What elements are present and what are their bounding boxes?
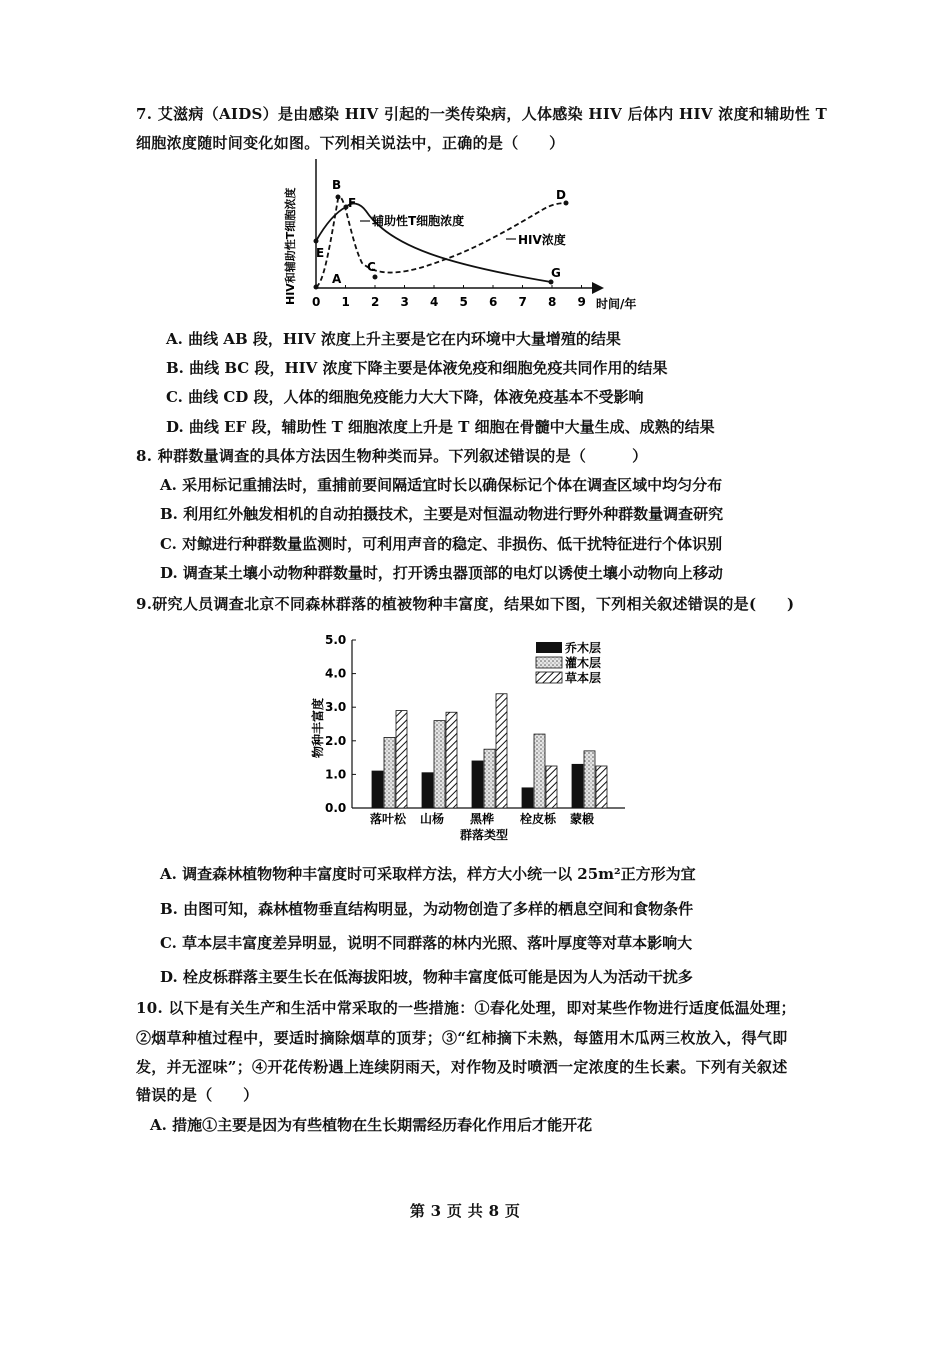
herb-layer-bar bbox=[446, 712, 457, 808]
q7-option-a: A. 曲线 AB 段，HIV 浓度上升主要是它在内环境中大量增殖的结果 bbox=[166, 330, 621, 348]
tree-layer-bar bbox=[572, 764, 583, 808]
shrub-layer-bar bbox=[434, 721, 445, 808]
label-c: C bbox=[367, 260, 376, 274]
label-d: D bbox=[556, 188, 566, 202]
label-b: B bbox=[332, 178, 342, 192]
t-cell-series-label: 辅助性T细胞浓度 bbox=[372, 214, 465, 228]
q10-stem-line3: 发，并无涩味”；④开花传粉遇上连续阴雨天，对作物及时喷洒一定浓度的生长素。下列有关叙述 bbox=[136, 1058, 788, 1076]
label-a: A bbox=[332, 272, 342, 286]
q9-legend bbox=[536, 640, 601, 685]
tree-layer-bar bbox=[372, 771, 383, 808]
q7-option-d: D. 曲线 EF 段，辅助性 T 细胞浓度上升是 T 细胞在骨髓中大量生成、成熟的结果 bbox=[166, 418, 715, 436]
point-c bbox=[373, 275, 378, 280]
shrub-layer-bar bbox=[484, 749, 495, 808]
q9-y-tick-label: 4.0 bbox=[325, 666, 347, 681]
q7-x-tick-label: 6 bbox=[489, 295, 498, 309]
q9-xlabel: 群落类型 bbox=[460, 828, 509, 842]
legend-label-shrub: 灌木层 bbox=[565, 656, 602, 670]
q9-option-b: B. 由图可知，森林植物垂直结构明显，为动物创造了多样的栖息空间和食物条件 bbox=[160, 900, 694, 918]
point-b bbox=[336, 195, 341, 200]
q7-x-tick-label: 7 bbox=[518, 295, 527, 309]
q9-option-a: A. 调查森林植物物种丰富度时可采取样方法，样方大小统一以 25m²正方形为宜 bbox=[160, 865, 696, 883]
page-footer: 第 3 页 共 8 页 bbox=[409, 1202, 521, 1220]
q7-stem-line1: 7. 艾滋病（AIDS）是由感染 HIV 引起的一类传染病，人体感染 HIV 后体内 HIV 浓度和辅助性 T bbox=[136, 105, 828, 123]
herb-layer-bar bbox=[496, 694, 507, 808]
q9-category-label: 落叶松 bbox=[370, 812, 407, 826]
q8-option-b: B. 利用红外触发相机的自动拍摄技术，主要是对恒温动物进行野外种群数量调查研究 bbox=[160, 505, 724, 523]
q7-stem-line2: 细胞浓度随时间变化如图。下列相关说法中，正确的是（ ） bbox=[136, 134, 565, 152]
tree-layer-bar bbox=[522, 788, 533, 808]
q9-stem: 9.研究人员调查北京不同森林群落的植被物种丰富度，结果如下图，下列相关叙述错误的是( ) bbox=[136, 595, 795, 613]
q7-x-tick-label: 3 bbox=[400, 295, 409, 309]
herb-layer-bar bbox=[396, 711, 407, 808]
q7-option-c: C. 曲线 CD 段，人体的细胞免疫能力大大下降，体液免疫基本不受影响 bbox=[166, 388, 644, 406]
q9-category-label: 栓皮栎 bbox=[520, 812, 557, 826]
q7-x-tick-label: 0 bbox=[312, 295, 321, 309]
q9-y-tick-label: 5.0 bbox=[325, 633, 347, 647]
q10-stem-line1: 10. 以下是有关生产和生活中常采取的一些措施：①春化处理，即对某些作物进行适度低温处理； bbox=[136, 999, 796, 1017]
q10-stem-line4: 错误的是（ ） bbox=[136, 1086, 259, 1104]
tree-layer-bar bbox=[472, 761, 483, 808]
shrub-layer-bar bbox=[384, 737, 395, 808]
herb-layer-bar bbox=[546, 766, 557, 808]
q9-category-label: 山杨 bbox=[420, 812, 445, 826]
hiv-series-label: HIV浓度 bbox=[518, 233, 566, 247]
q10-option-a: A. 措施①主要是因为有些植物在生长期需经历春化作用后才能开花 bbox=[150, 1116, 593, 1134]
q9-y-tick-label: 0.0 bbox=[325, 801, 347, 815]
tree-layer-bar bbox=[422, 773, 433, 808]
q9-ylabel: 物种丰富度 bbox=[311, 697, 325, 758]
label-g: G bbox=[551, 266, 561, 280]
q9-option-d: D. 栓皮栎群落主要生长在低海拔阳坡，物种丰富度低可能是因为人为活动干扰多 bbox=[160, 968, 693, 986]
q7-x-tick-label: 1 bbox=[341, 295, 350, 309]
point-a bbox=[314, 285, 319, 290]
q7-option-b: B. 曲线 BC 段，HIV 浓度下降主要是体液免疫和细胞免疫共同作用的结果 bbox=[166, 359, 668, 377]
q9-category-label: 黑桦 bbox=[470, 812, 495, 826]
shrub-layer-bar bbox=[584, 751, 595, 808]
q7-x-tick-label: 9 bbox=[577, 295, 586, 309]
legend-label-herb: 草本层 bbox=[565, 671, 602, 685]
q9-bar-chart bbox=[300, 628, 640, 848]
q8-option-c: C. 对鲸进行种群数量监测时，可利用声音的稳定、非损伤、低干扰特征进行个体识别 bbox=[160, 535, 723, 553]
q9-option-c: C. 草本层丰富度差异明显，说明不同群落的林内光照、落叶厚度等对草本影响大 bbox=[160, 934, 693, 952]
q7-ylabel: HIV和辅助性T细胞浓度 bbox=[284, 187, 297, 305]
label-f: F bbox=[348, 196, 357, 210]
point-g bbox=[549, 280, 554, 285]
q7-x-tick-label: 4 bbox=[430, 295, 439, 309]
q8-option-a: A. 采用标记重捕法时，重捕前要间隔适宜时长以确保标记个体在调查区域中均匀分布 bbox=[160, 476, 723, 494]
q7-x-tick-label: 5 bbox=[459, 295, 468, 309]
q10-stem-line2: ②烟草种植过程中，要适时摘除烟草的顶芽；③“红柿摘下未熟，每篮用木瓜两三枚放入，得气即 bbox=[136, 1029, 788, 1047]
label-e: E bbox=[316, 246, 325, 260]
q9-category-label: 蒙椴 bbox=[570, 812, 595, 826]
q7-line-chart bbox=[280, 155, 680, 320]
q9-y-tick-label: 1.0 bbox=[325, 767, 347, 782]
q7-x-tick-label: 2 bbox=[371, 295, 380, 309]
shrub-layer-bar bbox=[534, 734, 545, 808]
legend-label-tree: 乔木层 bbox=[565, 641, 602, 655]
q8-option-d: D. 调查某土壤小动物种群数量时，打开诱虫器顶部的电灯以诱使土壤小动物向上移动 bbox=[160, 564, 723, 582]
q8-stem: 8. 种群数量调查的具体方法因生物种类而异。下列叙述错误的是（ ） bbox=[136, 447, 648, 465]
q9-y-tick-label: 3.0 bbox=[325, 700, 347, 715]
point-e bbox=[314, 239, 319, 244]
q9-y-tick-label: 2.0 bbox=[325, 733, 347, 748]
herb-layer-bar bbox=[596, 766, 607, 808]
q7-xlabel: 时间/年 bbox=[596, 297, 637, 311]
q7-x-tick-label: 8 bbox=[548, 295, 557, 309]
